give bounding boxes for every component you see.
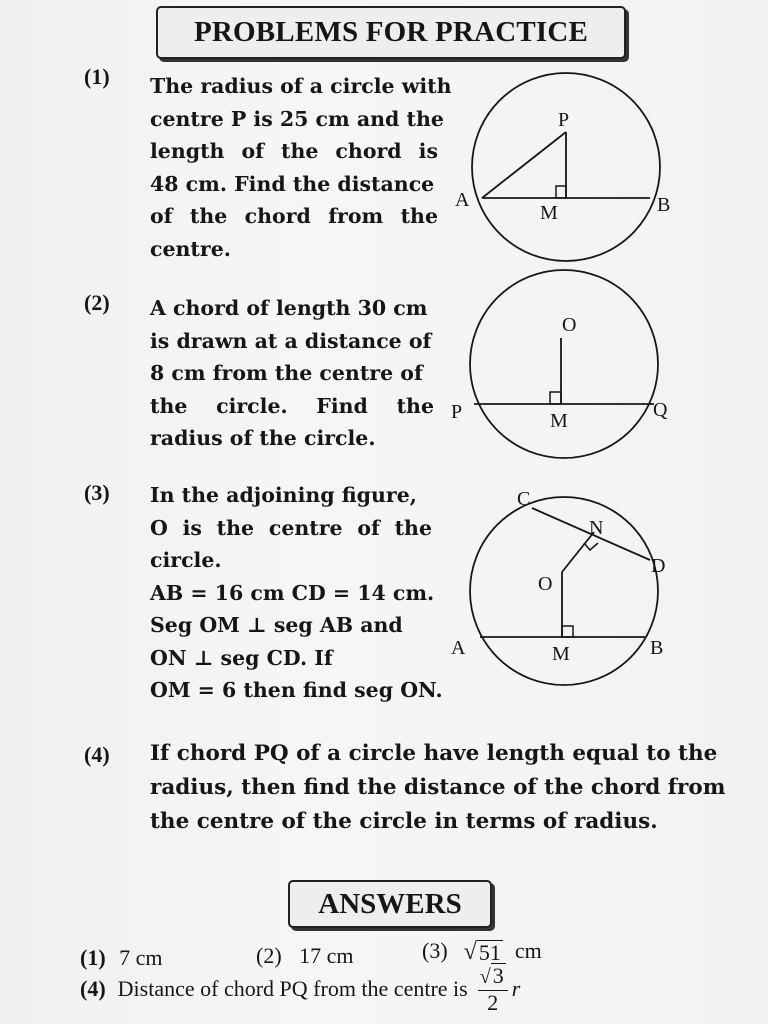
- numerator-radicand: 3: [492, 963, 504, 989]
- problem-2-line: A chord of length 30 cm: [150, 296, 428, 320]
- answer-4: [80, 956, 520, 1022]
- answer-4-text: Distance of chord PQ from the centre is: [117, 976, 468, 1001]
- problem-2-text: [150, 292, 434, 455]
- problem-4-line: radius, then find the distance of the chord from: [150, 775, 726, 800]
- problem-1-line: centre P is 25 cm and the: [150, 106, 444, 131]
- answers-title: [288, 880, 492, 928]
- answer-1-number: (1): [80, 945, 106, 970]
- answer-2-number: (2): [256, 943, 282, 968]
- problem-1-line: centre.: [150, 236, 231, 261]
- label-a: A: [451, 637, 466, 659]
- label-n: N: [589, 517, 604, 539]
- label-m: M: [550, 410, 568, 432]
- label-p: P: [451, 401, 463, 423]
- problem-3-circle-diagram: [440, 480, 690, 695]
- problem-3-text: [150, 479, 450, 707]
- problem-4-line: the centre of the circle in terms of radius.: [150, 809, 658, 834]
- right-angle-marker: [550, 392, 561, 404]
- problem-3-line: circle.: [150, 548, 222, 572]
- label-p: P: [558, 109, 570, 131]
- label-b: B: [657, 194, 671, 216]
- answer-3-number: (3): [422, 938, 448, 963]
- label-d: D: [651, 555, 666, 577]
- sqrt-symbol: √: [463, 939, 477, 965]
- problem-3-line: Seg OM ⊥ seg AB and: [150, 613, 403, 637]
- answer-4-variable: r: [511, 976, 521, 1001]
- label-o: O: [538, 573, 553, 595]
- problem-4-line: If chord PQ of a circle have length equal to the: [150, 741, 718, 766]
- problem-3-line: AB = 16 cm CD = 14 cm.: [150, 580, 435, 605]
- label-q: Q: [653, 399, 668, 421]
- problem-1-line: 48 cm. Find the distance: [150, 171, 435, 196]
- problem-3-line: ON ⊥ seg CD. If: [150, 645, 333, 670]
- answer-1-value: 7 cm: [119, 945, 163, 970]
- problem-3-line: In the adjoining figure,: [150, 483, 417, 507]
- problem-1-circle-diagram: [440, 70, 680, 260]
- problem-4-text: [150, 737, 726, 839]
- right-angle-marker-n: [584, 543, 598, 550]
- problem-4-number: (4): [84, 742, 110, 767]
- problem-1-text: [150, 70, 452, 265]
- problem-3-number: (3): [84, 480, 110, 505]
- radius-pa: [482, 132, 566, 198]
- problem-1-line: of the chord from the: [150, 204, 438, 228]
- answer-2-value: 17 cm: [299, 943, 354, 968]
- problem-1-line: length of the chord is: [150, 139, 438, 163]
- right-angle-marker: [556, 186, 566, 198]
- problem-2-circle-diagram: [440, 270, 680, 470]
- section-title: [156, 6, 626, 59]
- answer-3-unit: cm: [514, 938, 542, 963]
- problem-1-line: The radius of a circle with: [150, 74, 452, 98]
- answer-4-fraction: [478, 963, 508, 1014]
- fraction-numerator: [478, 963, 508, 990]
- sqrt-symbol: √: [479, 966, 491, 989]
- label-m: M: [552, 643, 570, 665]
- label-o: O: [562, 314, 577, 336]
- right-angle-marker-m: [562, 626, 573, 637]
- problem-2-line: the circle. Find the: [150, 393, 434, 418]
- numerator-sqrt: [480, 963, 506, 987]
- fraction-denominator: 2: [487, 989, 499, 1015]
- problem-1-number: (1): [84, 64, 110, 89]
- label-c: C: [517, 488, 531, 510]
- problem-2-line: radius of the circle.: [150, 426, 376, 450]
- label-a: A: [455, 189, 470, 211]
- problem-3-line: O is the centre of the: [150, 515, 432, 540]
- answer-3-radicand: 51: [478, 939, 501, 965]
- answers-title-text: ANSWERS: [318, 887, 462, 920]
- problem-2-line: is drawn at a distance of: [150, 328, 432, 353]
- answer-4-number: (4): [80, 976, 106, 1001]
- label-m: M: [540, 202, 558, 224]
- problem-2-number: (2): [84, 290, 110, 315]
- problem-3-line: OM = 6 then find seg ON.: [150, 678, 443, 702]
- label-b: B: [650, 637, 664, 659]
- problem-2-line: 8 cm from the centre of: [150, 361, 423, 385]
- section-title-text: PROBLEMS FOR PRACTICE: [193, 16, 589, 48]
